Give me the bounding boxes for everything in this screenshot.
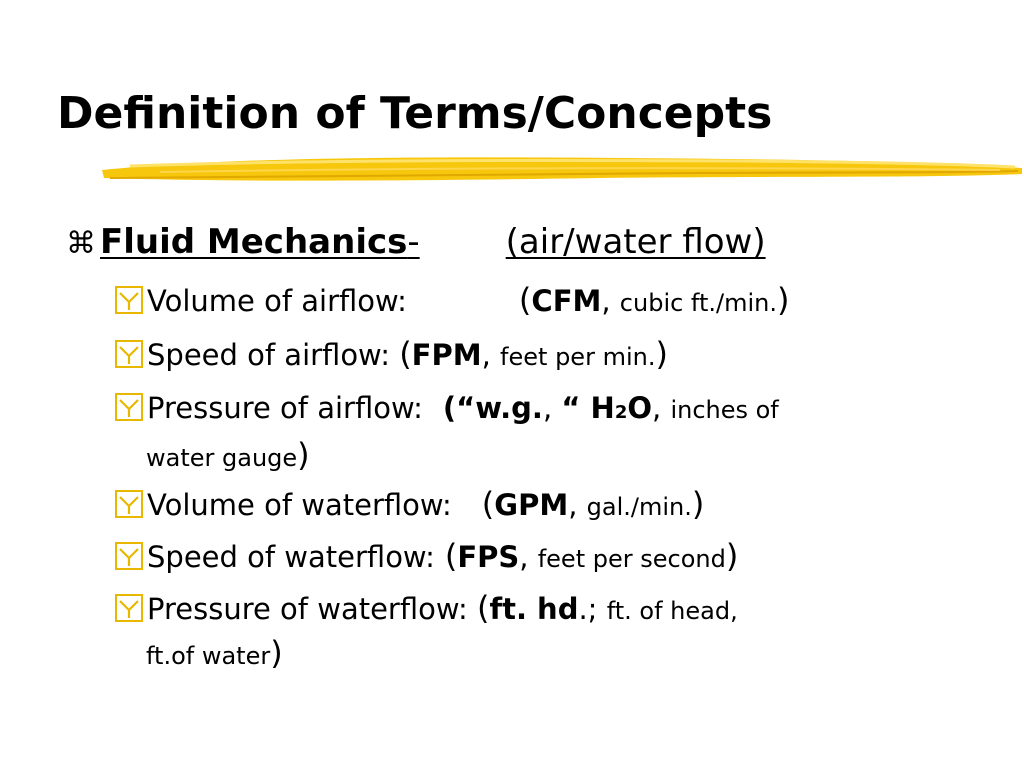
item-abbr: GPM [494,488,569,522]
item-close-paren: ) [725,537,739,575]
list-item-pressure-waterflow [115,588,975,678]
item-open-paren: ( [518,281,532,319]
item-desc-line1: ft. of head, [606,597,738,625]
item-label: Volume of airflow: [147,284,407,318]
item-label: Volume of waterflow: [147,488,452,522]
item-desc-line2: ft.of water [146,642,271,670]
item-desc: feet per second [537,545,726,573]
item-desc: cubic ft./min. [619,289,777,317]
item-desc: feet per min. [500,343,656,371]
list-item-speed-airflow [115,334,975,377]
item-open-paren: ( [444,537,458,575]
item-sep: , [601,284,611,318]
item-abbr: FPM [411,338,482,372]
slide-title: Definition of Terms/Concepts [57,88,773,139]
item-close-paren: ) [776,281,790,319]
item-abbr-b-sub: 2 [614,402,628,423]
item-label: Pressure of airflow: [147,391,423,425]
item-label: Speed of waterflow: [147,540,435,574]
list-item-pressure-airflow [115,388,975,480]
item-sep: , [519,540,529,574]
item-sep-a: , [542,391,553,425]
item-open-paren: ( [476,589,490,627]
item-desc-line1: inches of [670,396,779,424]
item-abbr-a: (“w.g. [442,391,543,425]
item-desc: gal./min. [586,493,692,521]
checkbox-y-icon [115,340,143,368]
list-item-volume-waterflow [115,484,975,527]
item-abbr: FPS [457,540,520,574]
item-desc-line2: water gauge [146,444,298,472]
item-abbr-b-end: O [627,391,652,425]
item-close-paren: ) [270,634,283,672]
item-open-paren: ( [399,335,412,373]
title-underline-brush [100,148,1024,188]
item-label: Speed of airflow: [147,338,390,372]
item-sep-b: , [652,391,662,425]
checkbox-y-icon [115,393,143,421]
item-close-paren: ) [297,436,310,474]
item-sep: , [481,338,491,372]
checkbox-y-icon [115,490,143,518]
item-close-paren: ) [655,335,668,373]
item-sep: , [568,488,578,522]
main-bullet-fluid-mechanics [66,222,766,262]
item-abbr: ft. hd [489,592,579,626]
item-abbr-b: “ H [561,391,615,425]
checkbox-y-icon [115,542,143,570]
list-item-speed-waterflow [115,536,975,579]
item-label: Pressure of waterflow: [147,592,468,626]
term-dash: - [407,222,420,262]
item-abbr: CFM [531,284,602,318]
item-sep: .; [578,592,598,626]
item-close-paren: ) [691,485,705,523]
list-item-volume-airflow [115,280,975,323]
checkbox-y-icon [115,286,143,314]
term-description: (air/water flow) [505,222,766,262]
command-key-icon: ⌘ [66,226,96,261]
checkbox-y-icon [115,594,143,622]
term-fluid-mechanics: Fluid Mechanics [100,222,408,262]
item-open-paren: ( [481,485,495,523]
